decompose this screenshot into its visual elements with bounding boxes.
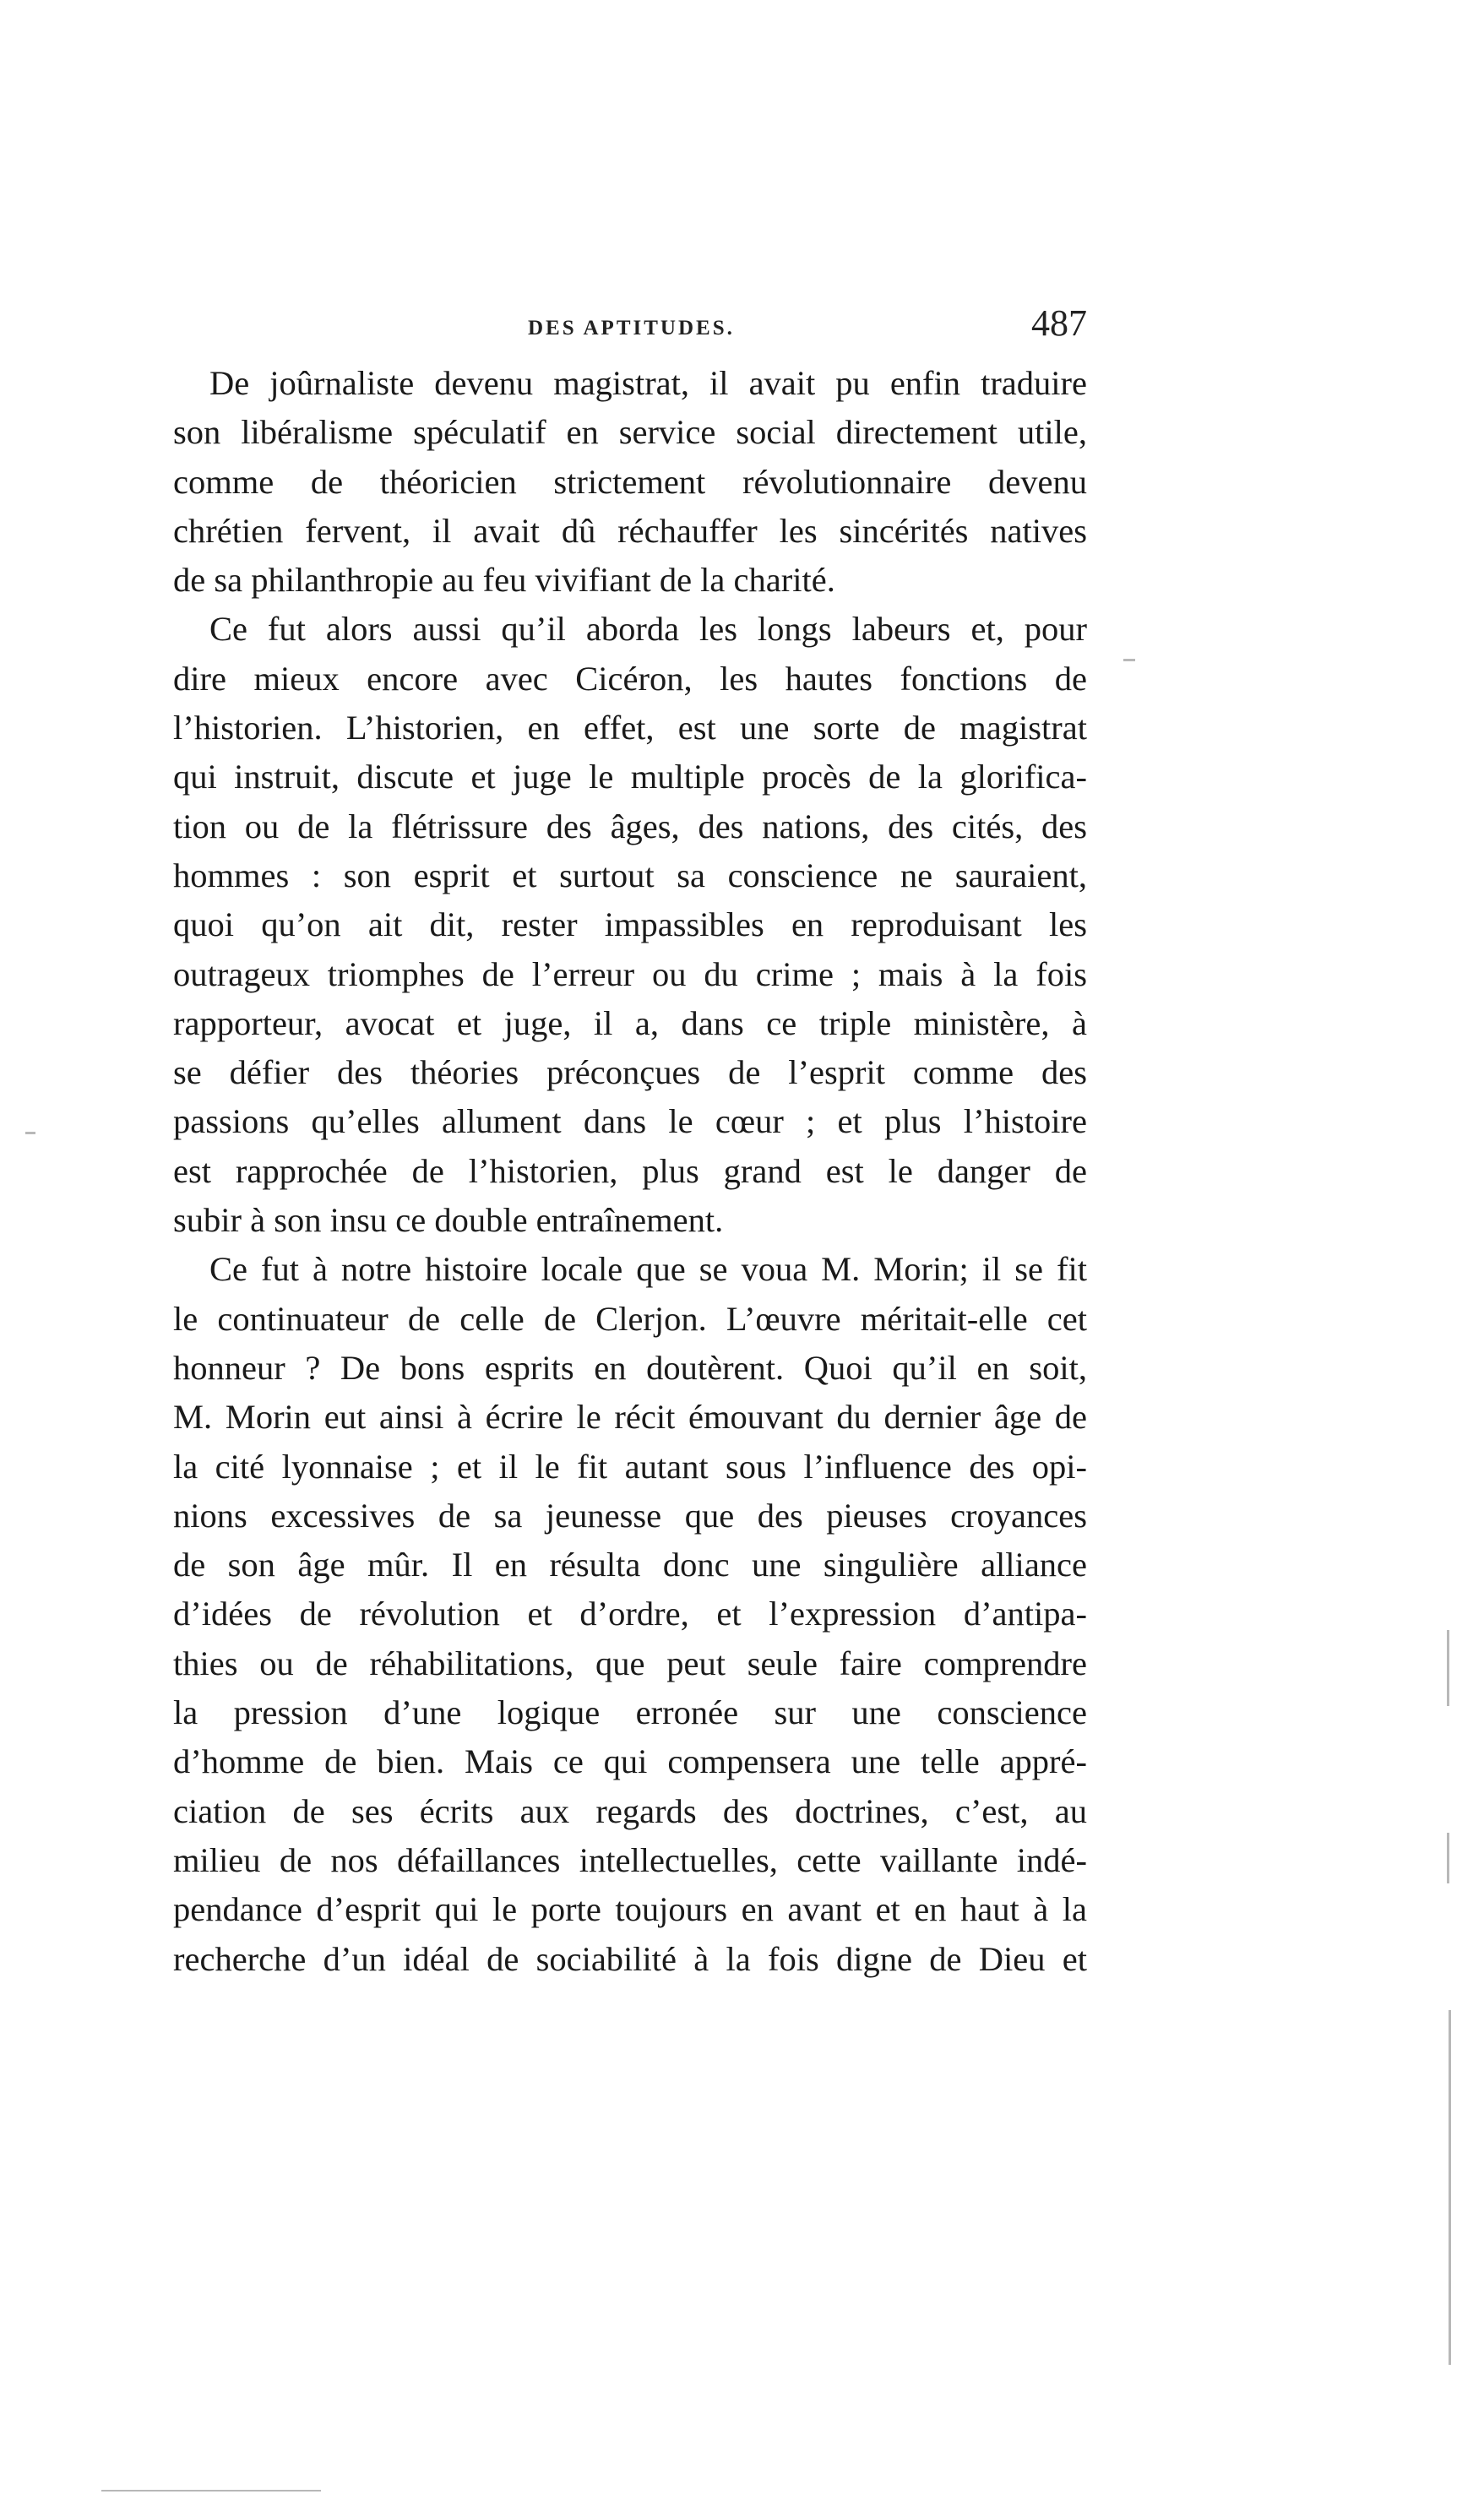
text-line: qui instruit, discute et juge le multiple procès de la glorifica- — [173, 758, 1087, 796]
text-line: ciation de ses écrits aux regards des doctrines, c’est, au — [173, 1791, 1087, 1830]
text-line: chrétien fervent, il avait dû réchauffer les sincérités natives — [173, 511, 1087, 550]
running-title: DES APTITUDES. — [528, 317, 735, 340]
scan-artifact — [25, 1132, 35, 1134]
text-line: Ce fut à notre histoire locale que se voua M. Morin; il se fit — [209, 1250, 1087, 1289]
scan-artifact — [1447, 1630, 1449, 1706]
scan-artifact — [1447, 1833, 1449, 1883]
text-line: de sa philanthropie au feu vivifiant de la charité. — [173, 561, 835, 600]
text-line: pendance d’esprit qui le porte toujours en avant et en haut à la — [173, 1890, 1087, 1929]
text-line: de son âge mûr. Il en résulta donc une singulière alliance — [173, 1546, 1087, 1584]
text-line: d’idées de révolution et d’ordre, et l’expression d’antipa- — [173, 1595, 1087, 1633]
text-line: Ce fut alors aussi qu’il aborda les longs labeurs et, pour — [209, 610, 1087, 649]
page-number: 487 — [1031, 302, 1087, 344]
running-head — [173, 300, 1087, 351]
text-line: passions qu’elles allument dans le cœur ; et plus l’histoire — [173, 1102, 1087, 1141]
text-line: De joûrnaliste devenu magistrat, il avait pu enfin traduire — [209, 364, 1087, 402]
text-line: milieu de nos défaillances intellectuelles, cette vaillante indé- — [173, 1840, 1087, 1879]
text-line: dire mieux encore avec Cicéron, les hautes fonctions de — [173, 659, 1087, 698]
text-line: M. Morin eut ainsi à écrire le récit émouvant du dernier âge de — [173, 1398, 1087, 1437]
scan-artifact — [101, 2490, 321, 2492]
text-line: la cité lyonnaise ; et il le fit autant sous l’influence des opi- — [173, 1447, 1087, 1486]
text-line: est rapprochée de l’historien, plus grand est le danger de — [173, 1151, 1087, 1190]
text-line: quoi qu’on ait dit, rester impassibles en reproduisant les — [173, 905, 1087, 944]
text-line: tion ou de la flétrissure des âges, des nations, des cités, des — [173, 807, 1087, 845]
text-line: la pression d’une logique erronée sur une conscience — [173, 1693, 1087, 1732]
text-line: comme de théoricien strictement révolutionnaire devenu — [173, 462, 1087, 501]
text-line: d’homme de bien. Mais ce qui compensera une telle appré- — [173, 1742, 1087, 1781]
text-line: rapporteur, avocat et juge, il a, dans ce triple ministère, à — [173, 1003, 1087, 1042]
body-text — [173, 359, 1087, 1984]
text-line: hommes : son esprit et surtout sa conscience ne sauraient, — [173, 856, 1087, 894]
text-line: subir à son insu ce double entraînement. — [173, 1201, 724, 1240]
text-line: l’historien. L’historien, en effet, est une sorte de magistrat — [173, 709, 1087, 747]
text-line: honneur ? De bons esprits en doutèrent. Quoi qu’il en soit, — [173, 1348, 1087, 1387]
text-line: recherche d’un idéal de sociabilité à la fois digne de Dieu et — [173, 1939, 1087, 1978]
text-line: nions excessives de sa jeunesse que des pieuses croyances — [173, 1496, 1087, 1535]
text-line: son libéralisme spéculatif en service social directement utile, — [173, 413, 1087, 452]
text-line: outrageux triomphes de l’erreur ou du crime ; mais à la fois — [173, 954, 1087, 993]
text-line: se défier des théories préconçues de l’esprit comme des — [173, 1053, 1087, 1092]
text-line: le continuateur de celle de Clerjon. L’œuvre méritait-elle cet — [173, 1299, 1087, 1338]
text-line: thies ou de réhabilitations, que peut seule faire comprendre — [173, 1644, 1087, 1682]
scan-artifact — [1123, 659, 1135, 661]
scan-artifact — [1449, 2010, 1451, 2365]
